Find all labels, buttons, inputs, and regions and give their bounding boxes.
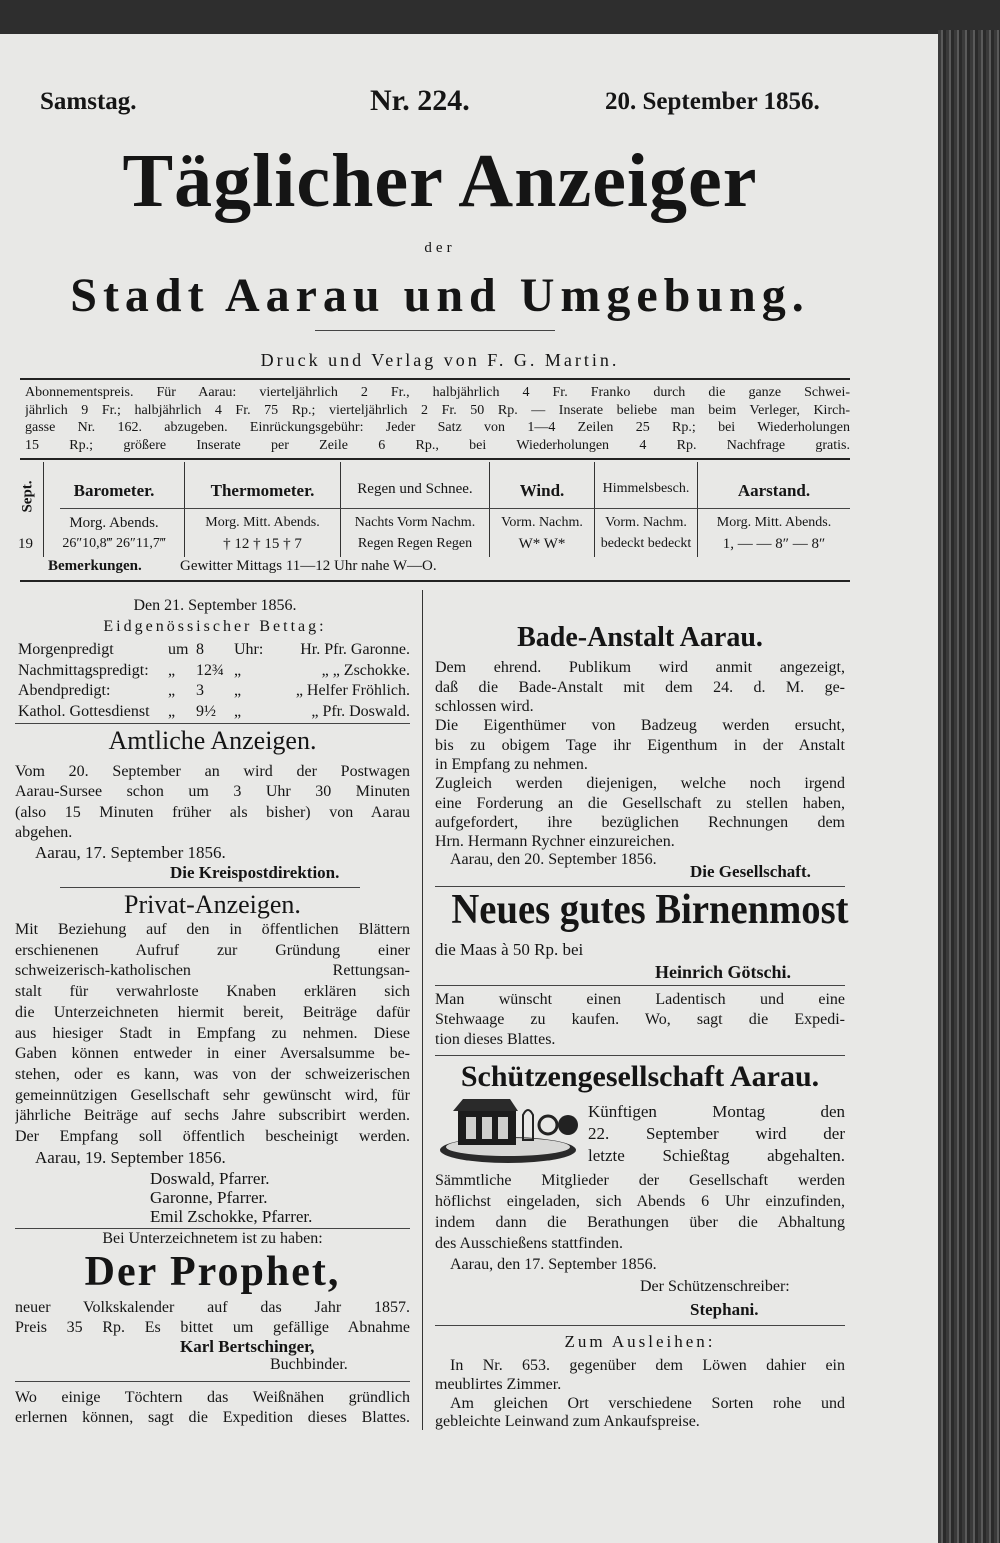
- service-uhr: „: [234, 682, 242, 699]
- text-line: Abonnementspreis. Für Aarau: vierteljährlich 2 Fr., halbjährlich 4 Fr. Franko durch die ganze Schwei-: [25, 385, 850, 400]
- schuetzen-side-text: [588, 1101, 845, 1167]
- text-line: eine Forderung an die Gesellschaft zu stellen haben,: [435, 794, 845, 812]
- subheader: Morg. Mitt. Abends.: [205, 515, 320, 530]
- text-line: indem dann die Berathungen über die Abhaltung: [435, 1214, 845, 1231]
- service-preacher: „ „ Zschokke.: [321, 661, 410, 679]
- text-line: Doswald, Pfarrer.: [150, 1169, 270, 1188]
- text-line: Zugleich werden diejenigen, welche noch irgend: [435, 775, 845, 792]
- ausleihen-line-3: Am gleichen Ort verschiedene Sorten rohe und: [450, 1395, 845, 1412]
- book-spine-edge: [938, 30, 1000, 1543]
- text-line: 15 Rp.; größere Inserate per Zeile 6 Rp., bei Wiederholungen 4 Rp. Nachfrage gratis.: [25, 437, 850, 453]
- table-border: [697, 462, 698, 557]
- ausleihen-line-2: meublirtes Zimmer.: [435, 1376, 562, 1393]
- privat-place-date: Aarau, 19. September 1856.: [35, 1148, 226, 1167]
- header-thermometer: Thermometer.: [210, 481, 315, 500]
- publisher-line: Druck und Verlag von F. G. Martin.: [260, 350, 620, 370]
- service-um: „: [168, 682, 176, 699]
- subheader: Morg. Abends.: [69, 515, 159, 531]
- prophet-intro: Bei Unterzeichnetem ist zu haben:: [102, 1230, 323, 1247]
- service-time: 12¾: [196, 661, 224, 679]
- bade-signature: Die Gesellschaft.: [690, 862, 811, 881]
- subheader: Nachts Vorm Nachm.: [354, 515, 476, 530]
- newspaper-title: Täglicher Anzeiger: [122, 139, 758, 223]
- divider: [20, 458, 850, 460]
- service-name: Morgenpredigt: [18, 641, 114, 658]
- text-line: (also 15 Minuten früher als bisher) von Aarau: [15, 803, 410, 821]
- service-preacher: „ Pfr. Doswald.: [311, 702, 410, 720]
- schuetzen-text: [435, 1170, 845, 1233]
- bade-text-3: [435, 774, 845, 833]
- text-line: Der Empfang soll öffentlich bescheinigt werden.: [15, 1128, 410, 1146]
- prophet-role: Buchbinder.: [270, 1356, 348, 1373]
- privat-heading: Privat-Anzeigen.: [124, 890, 301, 919]
- text-line: schweizerisch-katholischen Rettungsan-: [15, 962, 410, 980]
- shooting-house-illustration: [438, 1095, 583, 1165]
- prophet-title: Der Prophet,: [84, 1249, 341, 1295]
- ladentisch-ad: [435, 990, 845, 1030]
- service-uhr: „: [234, 661, 242, 679]
- text-line: jährlich 9 Fr.; halbjährlich 4 Fr. 75 Rp.; vierteljährlich 2 Fr. 50 Rp. — Inserate beliebe man beim Verleger, Kirch-: [25, 402, 850, 418]
- text-line: daß die Bade-Anstalt mit dem 24. d. M. ge-: [435, 678, 845, 696]
- value-precipitation: Regen Regen Regen: [357, 536, 473, 551]
- ausleihen-heading: Zum Ausleihen:: [564, 1332, 716, 1351]
- text-line: jährliche Beiträge auf sechs Jahre subscribirt werden.: [15, 1107, 410, 1125]
- issue-date: 20. September 1856.: [605, 88, 820, 115]
- text-line: Vom 20. September an wird der Postwagen: [15, 763, 410, 780]
- divider: [435, 1325, 845, 1326]
- weather-day: 19: [18, 536, 33, 552]
- value-barometer: 26″10,8‴ 26″11,7‴: [62, 536, 166, 551]
- divider: [60, 887, 360, 888]
- divider: [435, 985, 845, 986]
- subheader: Vorm. Nachm.: [605, 515, 687, 530]
- text-line: erschienenen Aufruf zur Gründung einer: [15, 941, 410, 959]
- divider: [20, 378, 850, 380]
- text-line: bis zu obigem Tage ihr Eigenthum in der Anstalt: [435, 736, 845, 754]
- service-preacher: „ Helfer Fröhlich.: [295, 682, 410, 699]
- text-line: Künftigen Montag den: [588, 1102, 845, 1121]
- ladentisch-ad-end: tion dieses Blattes.: [435, 1031, 556, 1048]
- service-um: „: [168, 661, 176, 679]
- text-line: Stehwaage zu kaufen. Wo, sagt die Expedi-: [435, 1011, 845, 1028]
- text-line: gasse Nr. 162. abzugeben. Einrückungsgebühr: Jeder Satz von 1—4 Zeilen 25 Rp.; bei Wiederholungen: [25, 420, 850, 435]
- remarks-text: Gewitter Mittags 11—12 Uhr nahe W—O.: [180, 558, 437, 574]
- privat-signatures: [150, 1169, 312, 1226]
- service-name: Kathol. Gottesdienst: [18, 702, 150, 720]
- divider: [15, 1228, 410, 1229]
- text-line: Die Eigenthümer von Badzeug werden ersucht,: [435, 717, 845, 734]
- service-uhr: „: [234, 702, 242, 720]
- bettag-title: Eidgenössischer Bettag:: [103, 618, 327, 635]
- bettag-date: Den 21. September 1856.: [133, 597, 297, 614]
- header-sky: Himmelsbesch.: [602, 481, 690, 496]
- table-border: [489, 462, 490, 557]
- schuetzen-place-date: Aarau, den 17. September 1856.: [450, 1256, 657, 1273]
- text-line: Dem ehrend. Publikum wird anmit angezeigt,: [435, 659, 845, 676]
- bade-place-date: Aarau, den 20. September 1856.: [450, 851, 657, 868]
- divider: [20, 580, 850, 582]
- table-border: [340, 462, 341, 557]
- privat-text: [15, 920, 410, 1148]
- text-line: Man wünscht einen Ladentisch und eine: [435, 991, 845, 1008]
- text-line: Emil Zschokke, Pfarrer.: [150, 1207, 313, 1226]
- header-barometer: Barometer.: [73, 481, 155, 500]
- table-border: [43, 462, 44, 557]
- amtliche-text-end: abgehen.: [15, 824, 73, 841]
- header-aare-level: Aarstand.: [737, 481, 811, 500]
- text-line: Aarau-Sursee schon um 3 Uhr 30 Minuten: [15, 783, 410, 801]
- service-preacher: Hr. Pfr. Garonne.: [300, 641, 410, 658]
- most-seller: Heinrich Götschi.: [655, 962, 791, 982]
- table-border: [594, 462, 595, 557]
- text-line: die Unterzeichneten hiermit bereit, Beiträge dafür: [15, 1003, 410, 1021]
- text-line: Wo einige Töchtern das Weißnähen gründlich: [15, 1389, 410, 1406]
- text-line: 22. September wird der: [588, 1124, 845, 1143]
- text-line: Sämmtliche Mitglieder der Gesellschaft werden: [435, 1172, 845, 1189]
- text-line: stalt für verwahrloste Knaben erklären sich: [15, 983, 410, 1001]
- schuetzen-heading: Schützengesellschaft Aarau.: [460, 1060, 820, 1093]
- text-line: Mit Beziehung auf den in öffentlichen Blättern: [15, 921, 410, 938]
- schuetzen-signature: Stephani.: [690, 1300, 759, 1319]
- bade-heading: Bade-Anstalt Aarau.: [517, 622, 763, 653]
- schuetzen-signer-role: Der Schützenschreiber:: [640, 1278, 790, 1295]
- bade-text-3-end: Hrn. Hermann Rychner einzureichen.: [435, 833, 675, 850]
- amtliche-heading: Amtliche Anzeigen.: [108, 726, 317, 755]
- weather-month: Sept.: [19, 480, 36, 513]
- title-der: der: [424, 240, 456, 256]
- service-time: 3: [196, 682, 204, 699]
- text-line: erlernen können, sagt die Expedition dieses Blattes.: [15, 1408, 410, 1426]
- header-wind: Wind.: [519, 481, 565, 500]
- divider: [315, 330, 555, 331]
- value-wind: W* W*: [518, 536, 566, 552]
- prophet-signature: Karl Bertschinger,: [180, 1337, 315, 1356]
- bade-text-1-end: schlossen wird.: [435, 698, 534, 715]
- amtliche-place-date: Aarau, 17. September 1856.: [35, 843, 226, 862]
- value-thermometer: † 12 † 15 † 7: [223, 536, 302, 552]
- amtliche-signature: Die Kreispostdirektion.: [170, 863, 340, 882]
- text-line: aufgefordert, ihre bezüglichen Rechnungen dem: [435, 814, 845, 831]
- service-um: um: [168, 641, 189, 658]
- service-time: 9½: [196, 702, 216, 720]
- schuetzen-text-end: des Ausschießens stattfinden.: [435, 1235, 623, 1252]
- value-sky: bedeckt bedeckt: [600, 536, 692, 551]
- divider: [435, 1055, 845, 1056]
- divider: [15, 1381, 410, 1382]
- text-line: Garonne, Pfarrer.: [150, 1188, 268, 1207]
- text-line: höflichst eingeladen, sich Abends 6 Uhr einzufinden,: [435, 1193, 845, 1210]
- divider: [15, 723, 410, 724]
- issue-day: Samstag.: [40, 88, 137, 115]
- service-name: Abendpredigt:: [18, 682, 111, 699]
- text-line: aus hiesiger Stadt in Empfang zu nehmen. Diese: [15, 1024, 410, 1042]
- newspaper-subtitle: Stadt Aarau und Umgebung.: [70, 269, 810, 322]
- text-line: Preis 35 Rp. Es bittet um gefällige Abnahme: [15, 1318, 410, 1336]
- amtliche-text: [15, 762, 410, 823]
- service-um: „: [168, 702, 176, 720]
- text-line: neuer Volkskalender auf das Jahr 1857.: [15, 1299, 410, 1316]
- service-uhr: Uhr:: [234, 641, 264, 658]
- divider: [60, 508, 850, 509]
- text-line: Gaben können entweder in einer Aversalsumme be-: [15, 1045, 410, 1063]
- most-price: die Maas à 50 Rp. bei: [435, 940, 584, 959]
- prophet-text: [15, 1298, 410, 1337]
- remarks-label: Bemerkungen.: [48, 558, 142, 574]
- ausleihen-line-1: In Nr. 653. gegenüber dem Löwen dahier ein: [450, 1357, 845, 1374]
- ausleihen-line-4: gebleichte Leinwand zum Ankaufspreise.: [435, 1413, 700, 1430]
- service-name: Nachmittagspredigt:: [18, 661, 149, 679]
- text-line: stehen, oder es kann, was von der schweizerischen: [15, 1065, 410, 1083]
- most-heading: Neues gutes Birnenmost: [451, 887, 849, 933]
- value-aare-level: 1, — — 8″ — 8″: [722, 536, 826, 552]
- issue-number: Nr. 224.: [370, 84, 470, 117]
- bade-text-1: [435, 658, 845, 697]
- bade-text-2-end: in Empfang zu nehmen.: [435, 756, 588, 773]
- subscription-info: [25, 384, 850, 454]
- subheader: Vorm. Nachm.: [501, 515, 583, 530]
- text-line: gemeinnützigen Gesellschaft sehr gewünscht wird, für: [15, 1086, 410, 1104]
- column-divider: [422, 590, 423, 1430]
- text-line: letzte Schießtag abgehalten.: [588, 1146, 845, 1165]
- service-time: 8: [196, 641, 204, 658]
- table-border: [184, 462, 185, 557]
- bade-text-2: [435, 716, 845, 755]
- weissnaehen-ad: [15, 1388, 410, 1427]
- subheader: Morg. Mitt. Abends.: [716, 515, 832, 530]
- header-precipitation: Regen und Schnee.: [357, 481, 473, 497]
